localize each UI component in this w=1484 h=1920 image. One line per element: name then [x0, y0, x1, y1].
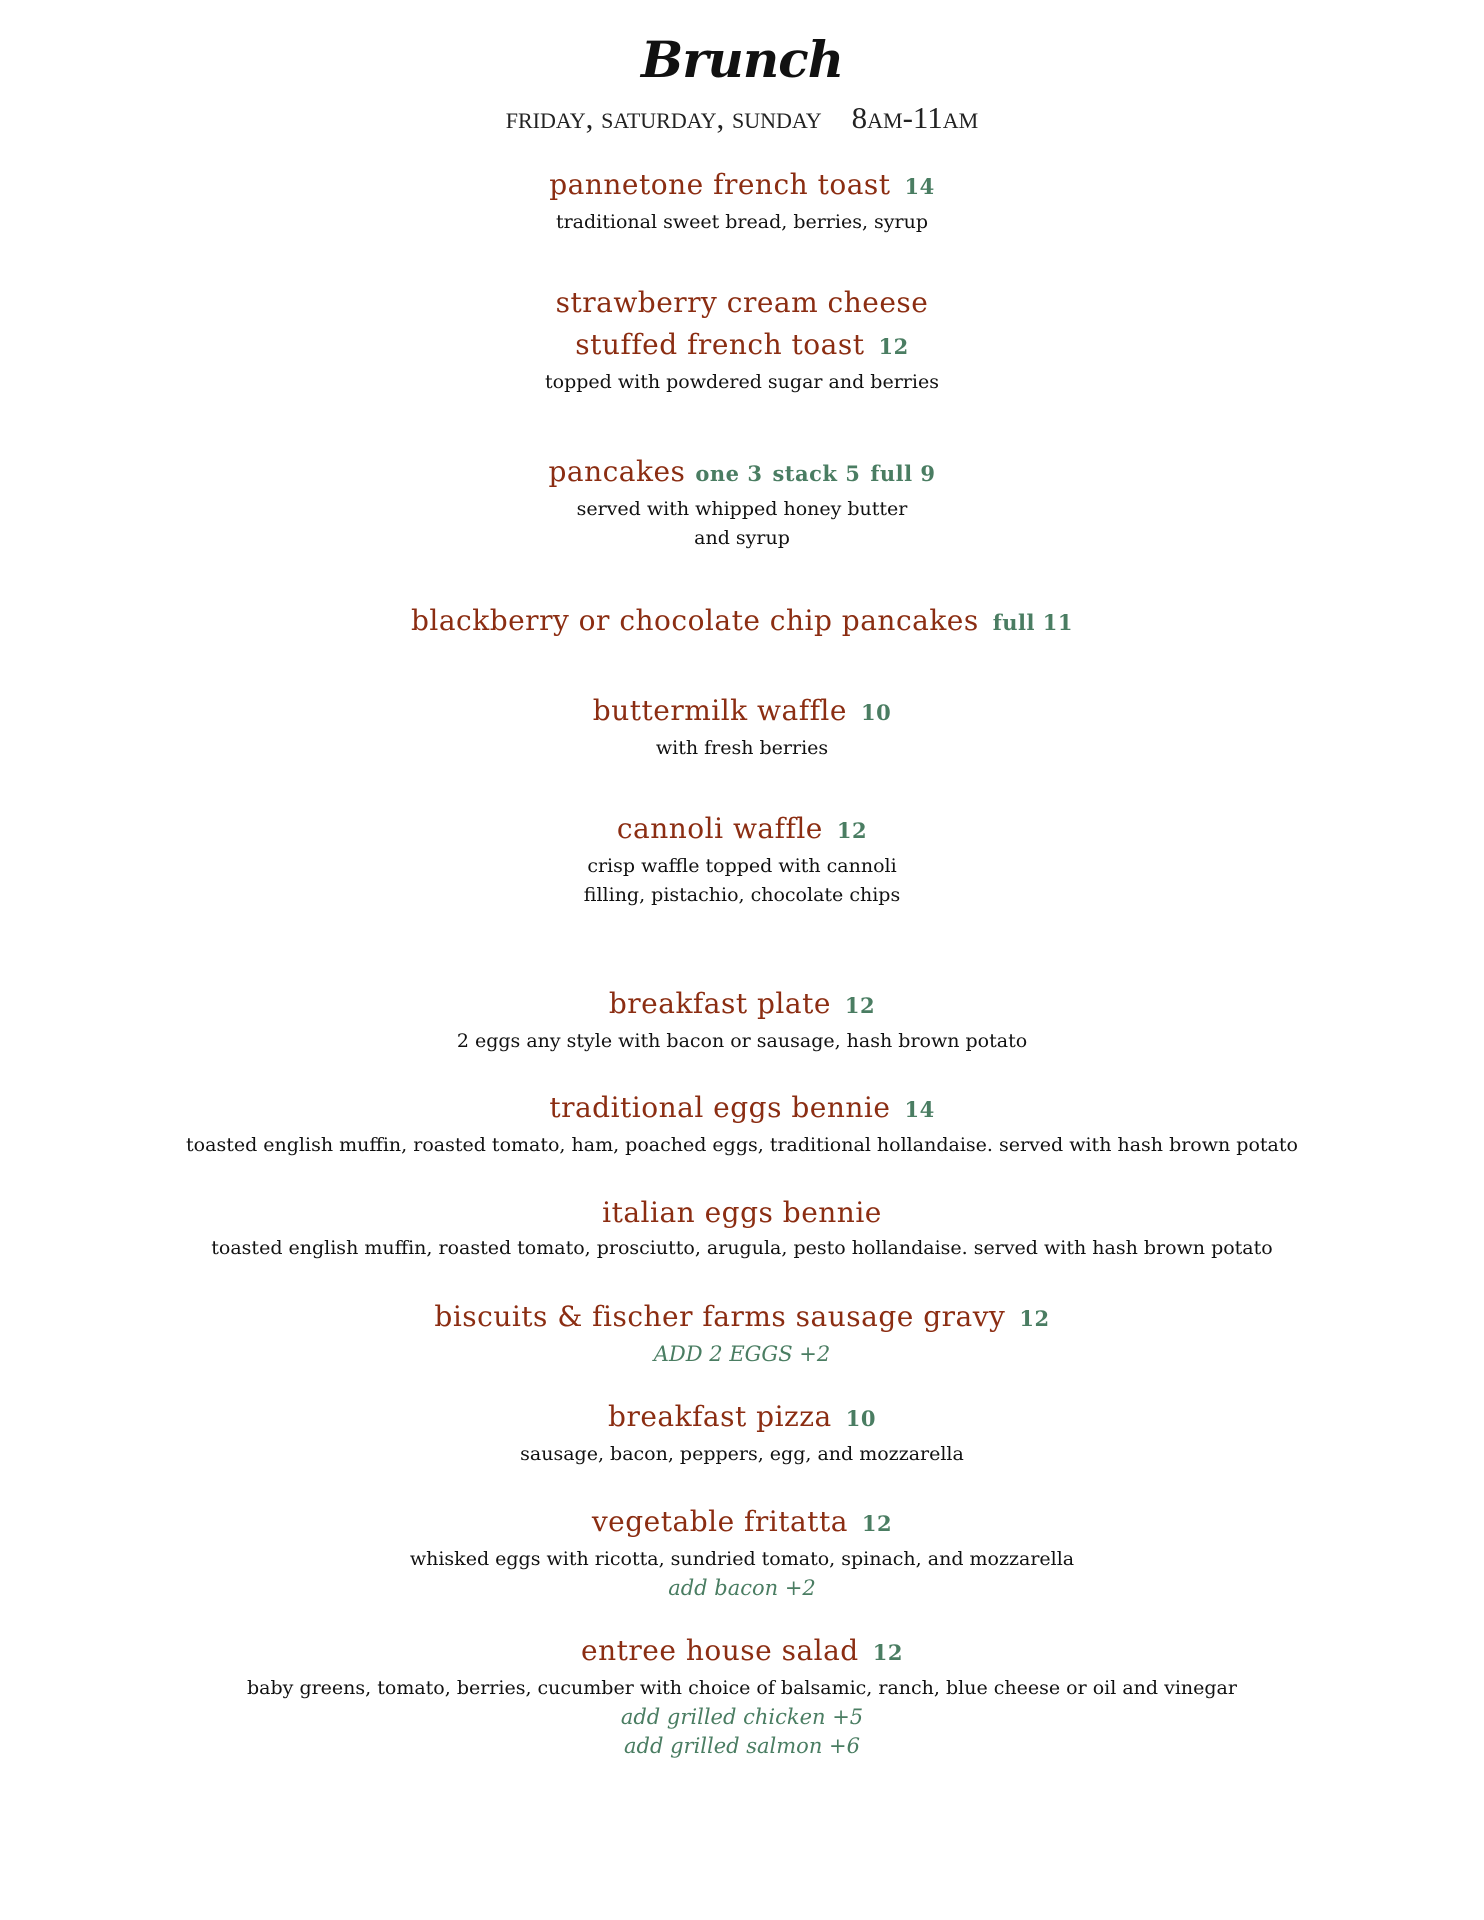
item-description: baby greens, tomato, berries, cucumber with choice of balsamic, ranch, blue cheese or oil and vinegar — [247, 1677, 1237, 1699]
item-description: with fresh berries — [655, 737, 829, 759]
item-name-line: strawberry cream cheese — [555, 286, 929, 319]
menu-hours-line — [0, 100, 1484, 136]
item-name: traditional eggs bennie — [549, 1091, 891, 1124]
item-name: cannoli waffle — [616, 812, 823, 845]
item-description: crisp waffle topped with cannoli — [587, 855, 897, 877]
item-addon: ADD 2 EGGS +2 — [653, 1342, 831, 1366]
item-description: 2 eggs any style with bacon or sausage, hash brown potato — [456, 1030, 1028, 1052]
item-description: and syrup — [694, 527, 790, 549]
menu-item-vegetable-fritatta — [0, 1501, 1484, 1603]
item-addon: add grilled chicken +5 — [620, 1705, 864, 1729]
item-name: entree house salad — [581, 1634, 859, 1667]
item-price: 12 — [1019, 1306, 1050, 1331]
item-name: blackberry or chocolate chip pancakes — [410, 604, 979, 637]
menu-days: friday, saturday, sunday — [505, 100, 822, 135]
menu-item-cannoli-waffle — [0, 808, 1484, 910]
menu-item-breakfast-pizza — [0, 1396, 1484, 1469]
menu-item-italian-eggs-bennie — [0, 1192, 1484, 1263]
menu-item-entree-house-salad — [0, 1630, 1484, 1761]
item-price: 12 — [836, 818, 868, 843]
menu-item-biscuits-sausage-gravy — [0, 1296, 1484, 1369]
menu-title: Brunch — [640, 30, 844, 89]
menu-item-breakfast-plate — [0, 983, 1484, 1056]
item-price: 12 — [844, 993, 876, 1018]
item-price-option: one 3 — [695, 461, 763, 486]
item-description: toasted english muffin, roasted tomato, ham, poached eggs, traditional hollandaise. served with hash brown potato — [186, 1134, 1298, 1156]
item-addon: add bacon +2 — [668, 1576, 816, 1600]
item-price: full 11 — [992, 610, 1074, 635]
item-description: traditional sweet bread, berries, syrup — [555, 211, 929, 233]
menu-item-traditional-eggs-bennie — [0, 1087, 1484, 1160]
item-description: served with whipped honey butter — [576, 498, 908, 520]
item-description: sausage, bacon, peppers, egg, and mozzarella — [520, 1443, 964, 1465]
item-price-option: full 9 — [870, 461, 936, 486]
item-description: whisked eggs with ricotta, sundried tomato, spinach, and mozzarella — [409, 1548, 1075, 1570]
item-price: 14 — [904, 174, 935, 199]
item-price: 10 — [845, 1406, 876, 1431]
item-price: 10 — [860, 700, 892, 725]
item-name-line: stuffed french toast — [575, 328, 865, 361]
menu-item-pannetone-french-toast — [0, 164, 1484, 237]
item-price: 12 — [872, 1640, 903, 1665]
menu-item-buttermilk-waffle — [0, 690, 1484, 763]
item-name: breakfast plate — [608, 987, 831, 1020]
item-description: topped with powdered sugar and berries — [545, 371, 939, 393]
item-name: buttermilk waffle — [592, 694, 847, 727]
item-addon: add grilled salmon +6 — [624, 1734, 860, 1758]
item-name: italian eggs bennie — [602, 1196, 882, 1229]
menu-hours: 8am-11am — [851, 100, 979, 135]
menu-item-pancakes — [0, 451, 1484, 553]
item-description: filling, pistachio, chocolate chips — [583, 884, 901, 906]
item-name: pannetone french toast — [549, 168, 891, 201]
item-name: pancakes — [548, 455, 686, 488]
item-description: toasted english muffin, roasted tomato, prosciutto, arugula, pesto hollandaise. served with hash brown potato — [211, 1237, 1273, 1259]
item-price: 12 — [861, 1511, 893, 1536]
item-price: 14 — [904, 1097, 935, 1122]
menu-item-strawberry-stuffed-french-toast — [0, 282, 1484, 397]
item-name: biscuits & fischer farms sausage gravy — [434, 1300, 1006, 1333]
menu-item-blackberry-chocolate-chip-pancakes — [0, 600, 1484, 644]
item-price: 12 — [878, 334, 909, 359]
item-name: breakfast pizza — [608, 1400, 832, 1433]
item-price-option: stack 5 — [772, 461, 861, 486]
item-name: vegetable fritatta — [591, 1505, 848, 1538]
